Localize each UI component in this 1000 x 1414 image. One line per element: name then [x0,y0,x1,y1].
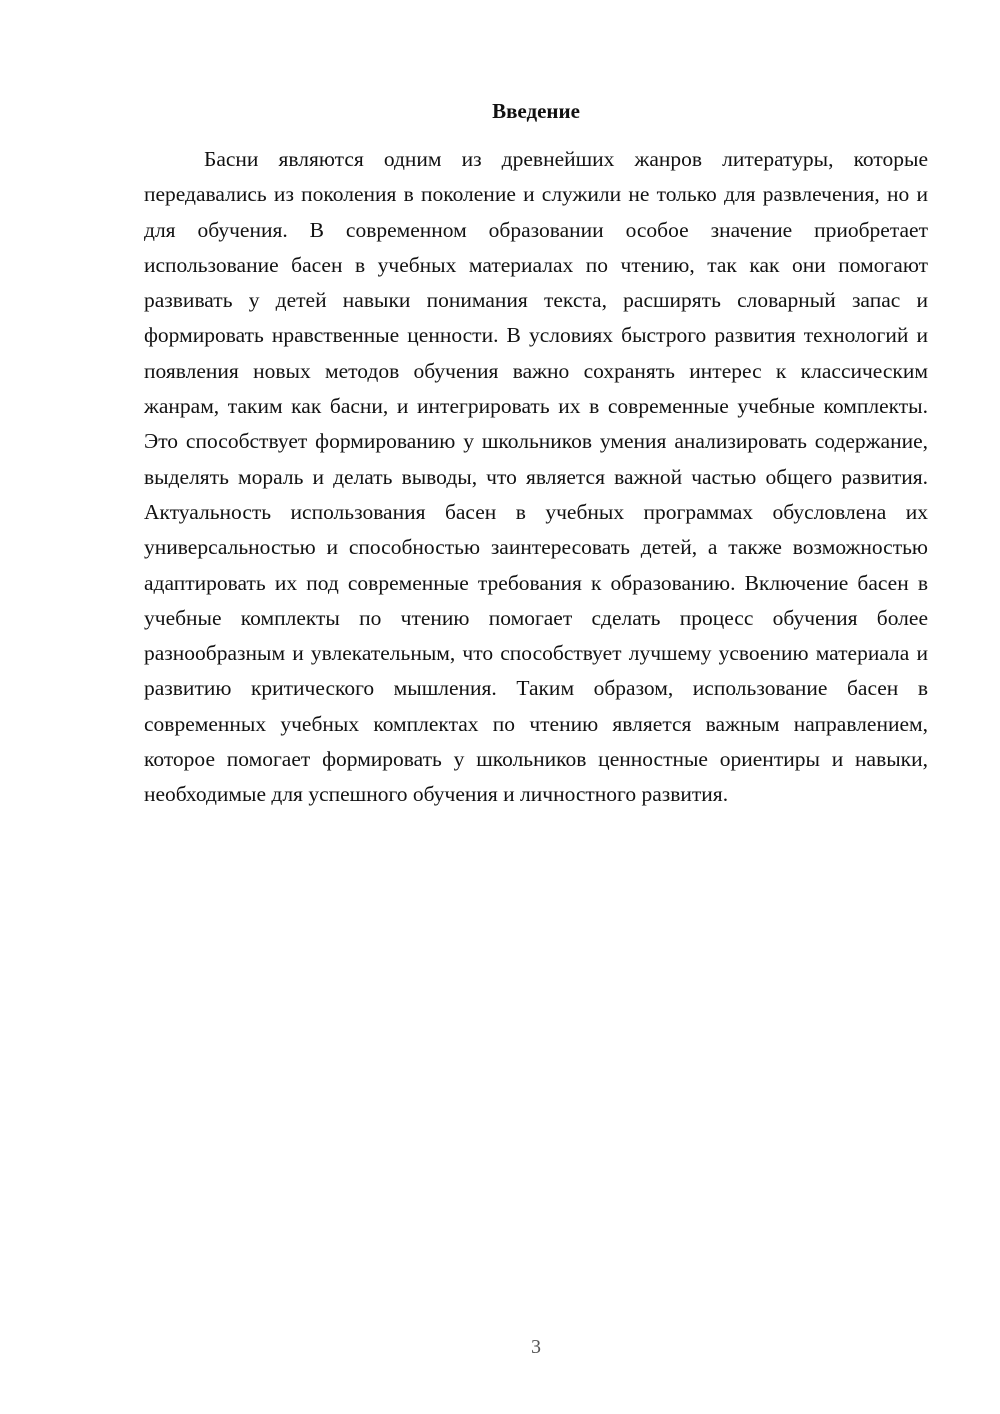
body-paragraph: Басни являются одним из древнейших жанров литературы, которые передавались из поколения в поколение и служили не только для развлечения, но и для обучения. В современном образовании особое значение приобретает использование басен в учебных материалах по чтению, так как они помогают развивать у детей навыки понимания текста, расширять словарный запас и формировать нравственные ценности. В условиях быстрого развития технологий и появления новых методов обучения важно сохранять интерес к классическим жанрам, таким как басни, и интегрировать их в современные учебные комплекты. Это способствует формированию у школьников умения анализировать содержание, выделять мораль и делать выводы, что является важной частью общего развития. Актуальность использования басен в учебных программах обусловлена их универсальностью и способностью заинтересовать детей, а также возможностью адаптировать их под современные требования к образованию. Включение басен в учебные комплекты по чтению помогает сделать процесс обучения более разнообразным и увлекательным, что способствует лучшему усвоению материала и развитию критического мышления. Таким образом, использование басен в современных учебных комплектах по чтению является важным направлением, которое помогает формировать у школьников ценностные ориентиры и навыки, необходимые для успешного обучения и личностного развития. [144,147,928,807]
section-heading: Введение [492,99,580,123]
page-number: 3 [531,1336,541,1358]
